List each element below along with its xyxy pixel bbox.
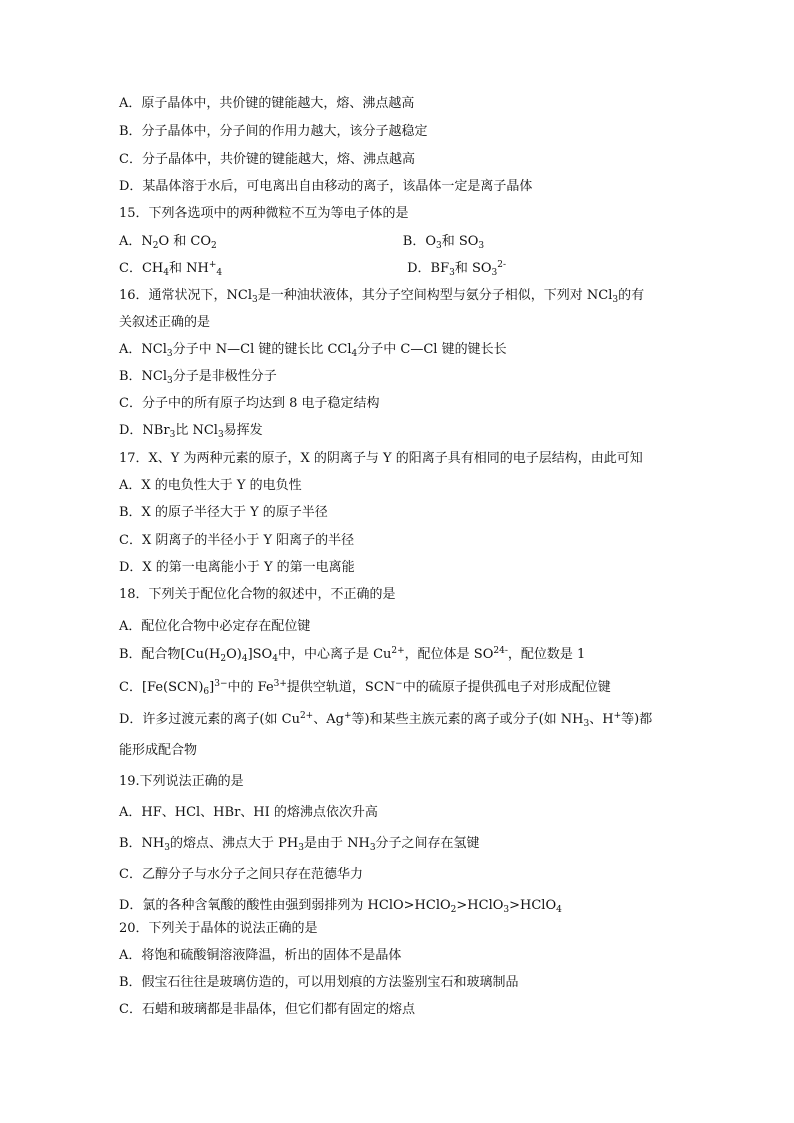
question-15: 15．下列各选项中的两种微粒不互为等电子体的是 [119,206,409,221]
option-18a: A．配位化合物中必定存在配位键 [119,619,311,634]
options-15-ab: A．$N_2O$ 和 $CO_2$ B．$O_3$和 $SO_3$ [119,234,485,251]
question-16-cont: 关叙述正确的是 [119,315,211,330]
option-19b: B．$NH_3$的熔点、沸点大于 $PH_3$是由于 $NH_3$分子之间存在氢键 [119,836,480,853]
option-17d: D．X 的第一电离能小于 Y 的第一电离能 [119,560,355,575]
option-20c: C．石蜡和玻璃都是非晶体，但它们都有固定的熔点 [119,1002,415,1017]
question-19: 19.下列说法正确的是 [119,774,244,789]
question-18: 18．下列关于配位化合物的叙述中，不正确的是 [119,587,396,602]
option-17a: A．X 的电负性大于 Y 的电负性 [119,478,302,493]
option-14d: D．某晶体溶于水后，可电离出自由移动的离子，该晶体一定是离子晶体 [119,179,533,194]
option-18d-cont: 能形成配合物 [119,743,198,758]
option-18d: D．许多过渡元素的离子(如 $Cu^{2+}$、Ag+等)和某些主族元素的离子或分子(如 $NH_3$、H+等)都 [119,711,653,729]
option-14a: A．原子晶体中，共价键的键能越大，熔、沸点越高 [119,96,415,111]
option-20b: B．假宝石往往是玻璃仿造的，可以用划痕的方法鉴别宝石和玻璃制品 [119,975,519,990]
option-14b: B．分子晶体中，分子间的作用力越大，该分子越稳定 [119,124,428,139]
option-18b: B．配合物$[Cu(H_2O)_4]SO_4$中，中心离子是 $Cu^{2+}$，配位体是 $SO^{24-}$，配位数是 1 [119,646,586,664]
question-20: 20．下列关于晶体的说法正确的是 [119,921,318,936]
option-16b: B．NCl$_3$分子是非极性分子 [119,369,277,386]
option-17c: C．X 阴离子的半径小于 Y 阳离子的半径 [119,533,355,548]
option-19d: D．氯的各种含氧酸的酸性由强到弱排列为 HClO>HClO$_2$>HClO$_3$>HClO$_4$ [119,898,562,915]
question-17: 17．X、Y 为两种元素的原子，X 的阴离子与 Y 的阳离子具有相同的电子层结构，由此可知 [119,451,643,466]
question-16: 16．通常状况下，NCl$_3$是一种油状液体，其分子空间构型与氨分子相似，下列对 NCl$_3$的有 [119,288,645,305]
option-16a: A．NCl$_3$分子中 N—Cl 键的键长比 CCl$_4$分子中 C—Cl 键的键长长 [119,342,507,359]
option-19c: C．乙醇分子与水分子之间只存在范德华力 [119,867,363,882]
option-18c: C．$[Fe(SCN)_6]^{3-}$中的 $Fe^{3+}$提供空轨道，SCN−中的硫原子提供孤电子对形成配位键 [119,679,611,697]
option-14c: C．分子晶体中，共价键的键能越大，熔、沸点越高 [119,152,415,167]
option-20a: A．将饱和硫酸铜溶液降温，析出的固体不是晶体 [119,948,402,963]
option-16c: C．分子中的所有原子均达到 8 电子稳定结构 [119,396,380,411]
option-17b: B．X 的原子半径大于 Y 的原子半径 [119,505,328,520]
options-15-cd: C．$CH_4$和 $NH^+_4$ D．$BF_3$和 $SO_3^{2-}$ [119,260,507,278]
option-16d: D．NBr$_3$比 NCl$_3$易挥发 [119,423,263,440]
option-19a: A．HF、HCl、HBr、HI 的熔沸点依次升高 [119,805,378,820]
